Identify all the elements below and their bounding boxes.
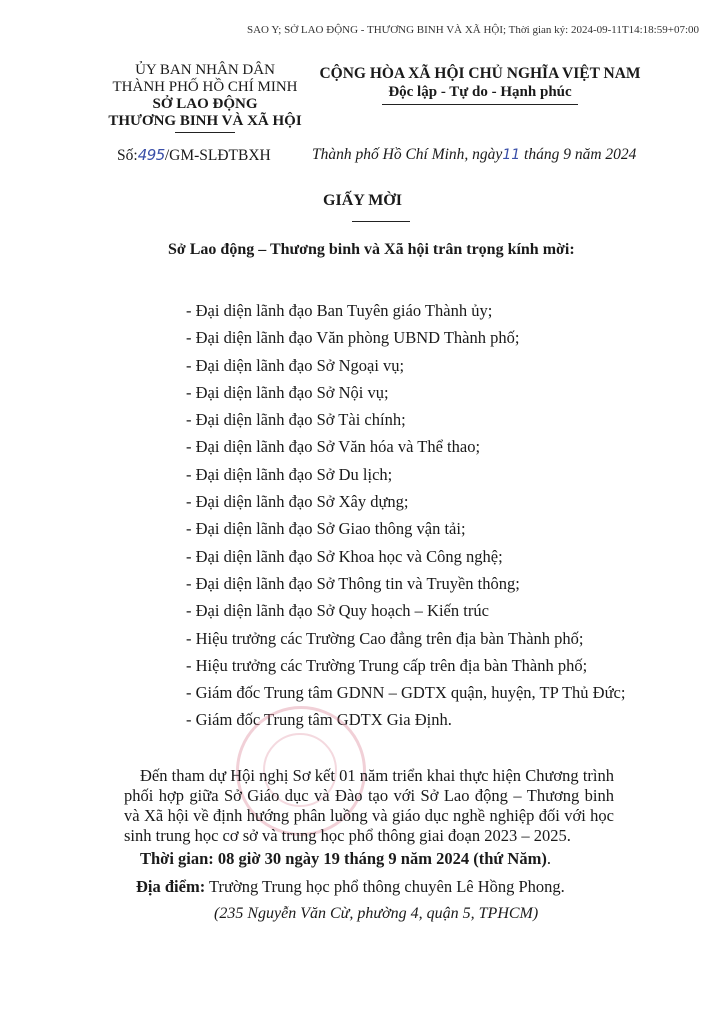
venue-value: Trường Trung học phổ thông chuyên Lê Hồng Phong. bbox=[205, 877, 565, 896]
handwritten-day: 11 bbox=[502, 147, 521, 163]
venue-label: Địa điểm: bbox=[136, 877, 206, 896]
invitee-item: - Đại diện lãnh đạo Sở Văn hóa và Thể thao; bbox=[186, 437, 481, 457]
time-value: 08 giờ 30 ngày 19 tháng 9 năm 2024 (thứ Năm) bbox=[213, 849, 547, 868]
invitee-item: - Đại diện lãnh đạo Sở Xây dựng; bbox=[186, 492, 409, 512]
meeting-time bbox=[140, 849, 551, 869]
issuer-line-4: THƯƠNG BINH VÀ XÃ HỘI bbox=[108, 113, 302, 129]
doc-number-prefix: Số: bbox=[117, 147, 138, 164]
national-motto: Độc lập - Tự do - Hạnh phúc bbox=[388, 84, 572, 100]
invitee-item: - Đại diện lãnh đạo Sở Thông tin và Truyền thông; bbox=[186, 573, 520, 593]
invitee-item: - Đại diện lãnh đạo Văn phòng UBND Thành phố; bbox=[186, 328, 520, 348]
invitee-item: - Giám đốc Trung tâm GDNN – GDTX quận, huyện, TP Thủ Đức; bbox=[186, 683, 626, 703]
place-date-prefix: Thành phố Hồ Chí Minh, ngày bbox=[312, 146, 503, 163]
doc-number-handwritten: 495 bbox=[137, 146, 165, 164]
invitee-item: - Giám đốc Trung tâm GDTX Gia Định. bbox=[186, 710, 452, 730]
doc-number-suffix: /GM-SLĐTBXH bbox=[164, 147, 271, 164]
invitee-item: - Đại diện lãnh đạo Ban Tuyên giáo Thành ủy; bbox=[186, 301, 493, 320]
time-end: . bbox=[546, 849, 551, 868]
invitee-item: - Đại diện lãnh đạo Sở Khoa học và Công nghệ; bbox=[186, 546, 503, 566]
issuer-line-3: SỞ LAO ĐỘNG bbox=[152, 96, 258, 112]
invitee-item: - Đại diện lãnh đạo Sở Giao thông vận tải; bbox=[186, 519, 466, 539]
venue-address: (235 Nguyễn Văn Cừ, phường 4, quận 5, TPHCM) bbox=[214, 905, 539, 922]
invitee-item: - Hiệu trưởng các Trường Trung cấp trên địa bàn Thành phố; bbox=[186, 655, 588, 675]
place-date bbox=[312, 146, 636, 164]
issuer-header bbox=[85, 62, 325, 133]
invitee-item: - Đại diện lãnh đạo Sở Nội vụ; bbox=[186, 382, 389, 402]
document-number bbox=[117, 146, 271, 165]
body-paragraph: Đến tham dự Hội nghị Sơ kết 01 năm triển khai thực hiện Chương trình phối hợp giữa Sở Giáo dục và Đào tạo với Sở Lao động – Thương binh và Xã hội về định hướng phân luồng và giáo dục nghề nghiệp đối với học sinh trung học cơ sở và trung học phổ thông giai đoạn 2023 – 2025. bbox=[124, 766, 614, 845]
motto-underline bbox=[382, 104, 578, 105]
digital-signature-stamp: SAO Y; SỞ LAO ĐỘNG - THƯƠNG BINH VÀ XÃ HỘI; Thời gian ký: 2024-09-11T14:18:59+07:00 bbox=[247, 24, 699, 36]
invitee-item: - Đại diện lãnh đạo Sở Ngoại vụ; bbox=[186, 355, 405, 375]
place-date-suffix: tháng 9 năm 2024 bbox=[520, 146, 637, 163]
issuer-line-1: ỦY BAN NHÂN DÂN bbox=[135, 62, 275, 78]
invitee-list bbox=[186, 297, 625, 734]
time-label: Thời gian: bbox=[140, 849, 214, 868]
invitee-item: - Hiệu trưởng các Trường Cao đẳng trên địa bàn Thành phố; bbox=[186, 628, 584, 648]
invitation-line: Sở Lao động – Thương binh và Xã hội trân trọng kính mời: bbox=[168, 241, 575, 258]
issuer-underline bbox=[175, 132, 235, 133]
national-header bbox=[315, 64, 645, 105]
national-title: CỘNG HÒA XÃ HỘI CHỦ NGHĨA VIỆT NAM bbox=[319, 65, 641, 82]
issuer-line-2: THÀNH PHỐ HỒ CHÍ MINH bbox=[112, 79, 298, 95]
invitee-item: - Đại diện lãnh đạo Sở Tài chính; bbox=[186, 410, 406, 430]
title-rule bbox=[352, 221, 410, 222]
invitee-item: - Đại diện lãnh đạo Sở Quy hoạch – Kiến trúc bbox=[186, 601, 489, 621]
invitee-item: - Đại diện lãnh đạo Sở Du lịch; bbox=[186, 464, 393, 484]
document-title: GIẤY MỜI bbox=[323, 192, 402, 209]
meeting-venue bbox=[136, 877, 565, 897]
